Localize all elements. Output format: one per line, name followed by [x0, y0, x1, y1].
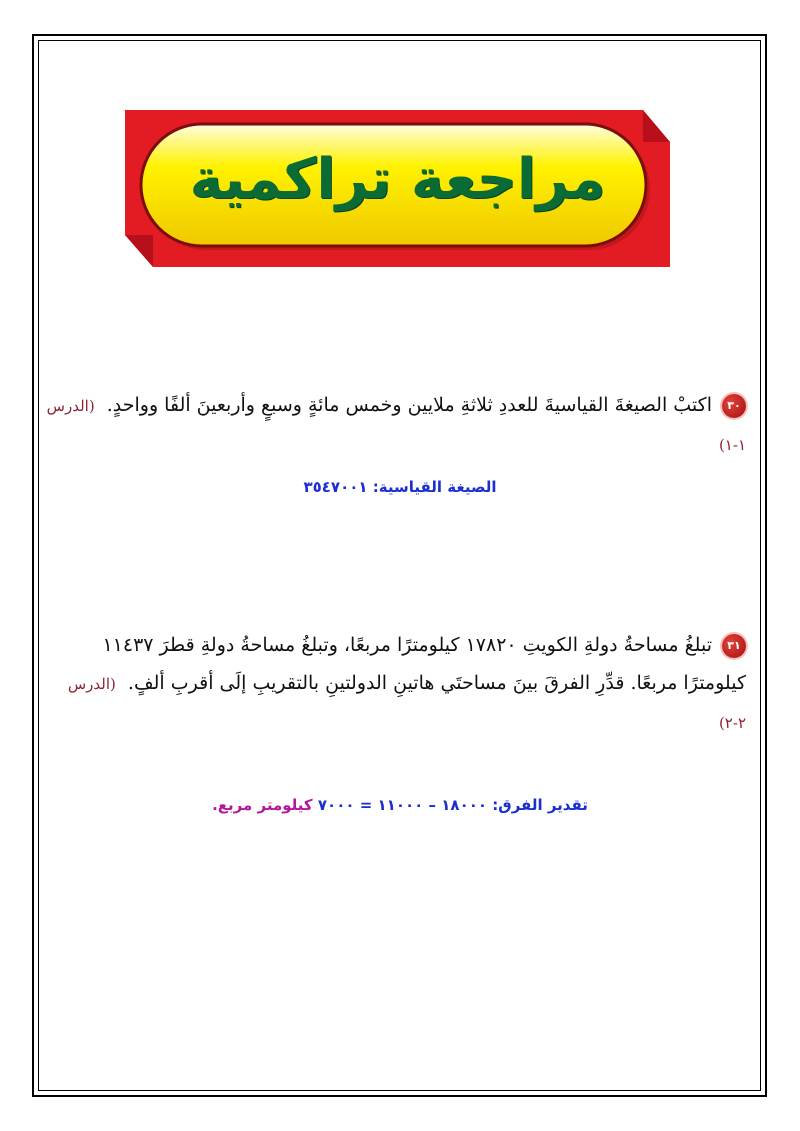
lesson-reference: (الدرس ٢-٢) [67, 675, 746, 732]
question-31 [46, 626, 746, 742]
page-title: مراجعة تراكمية [189, 147, 606, 212]
answer-expression: ١٨٠٠٠ – ١١٠٠٠ = ٧٠٠٠ [317, 796, 488, 814]
answer-30 [0, 478, 800, 496]
answer-label: الصيغة القياسية: [372, 478, 497, 496]
title-banner [125, 110, 670, 267]
answer-label: تقدير الفرق: [492, 796, 588, 814]
question-30 [46, 386, 746, 464]
answer-value: ٣٥٤٧٠٠١ [303, 478, 368, 496]
question-text: اكتبْ الصيغةَ القياسيةَ للعددِ ثلاثةِ ملايين وخمس مائةٍ وسبعٍ وأربعينَ ألفًا وواحدٍ. [106, 394, 712, 416]
question-number-badge: ٣٠ [722, 394, 746, 418]
lesson-reference: (الدرس ١-١) [46, 397, 746, 454]
question-number-badge: ٣١ [722, 634, 746, 658]
answer-unit: كيلومتر مربع. [212, 796, 313, 814]
answer-31 [0, 796, 800, 814]
question-text: تبلغُ مساحةُ دولةِ الكويتِ ١٧٨٢٠ كيلومترًا مربعًا، وتبلغُ مساحةُ دولةِ قطرَ ١١٤٣٧ كيلومترًا مربعًا. قدِّرِ الفرقَ بينَ مساحتَي هاتينِ الدولتينِ بالتقريبِ إلَى أقربِ ألفٍ. [102, 634, 746, 694]
